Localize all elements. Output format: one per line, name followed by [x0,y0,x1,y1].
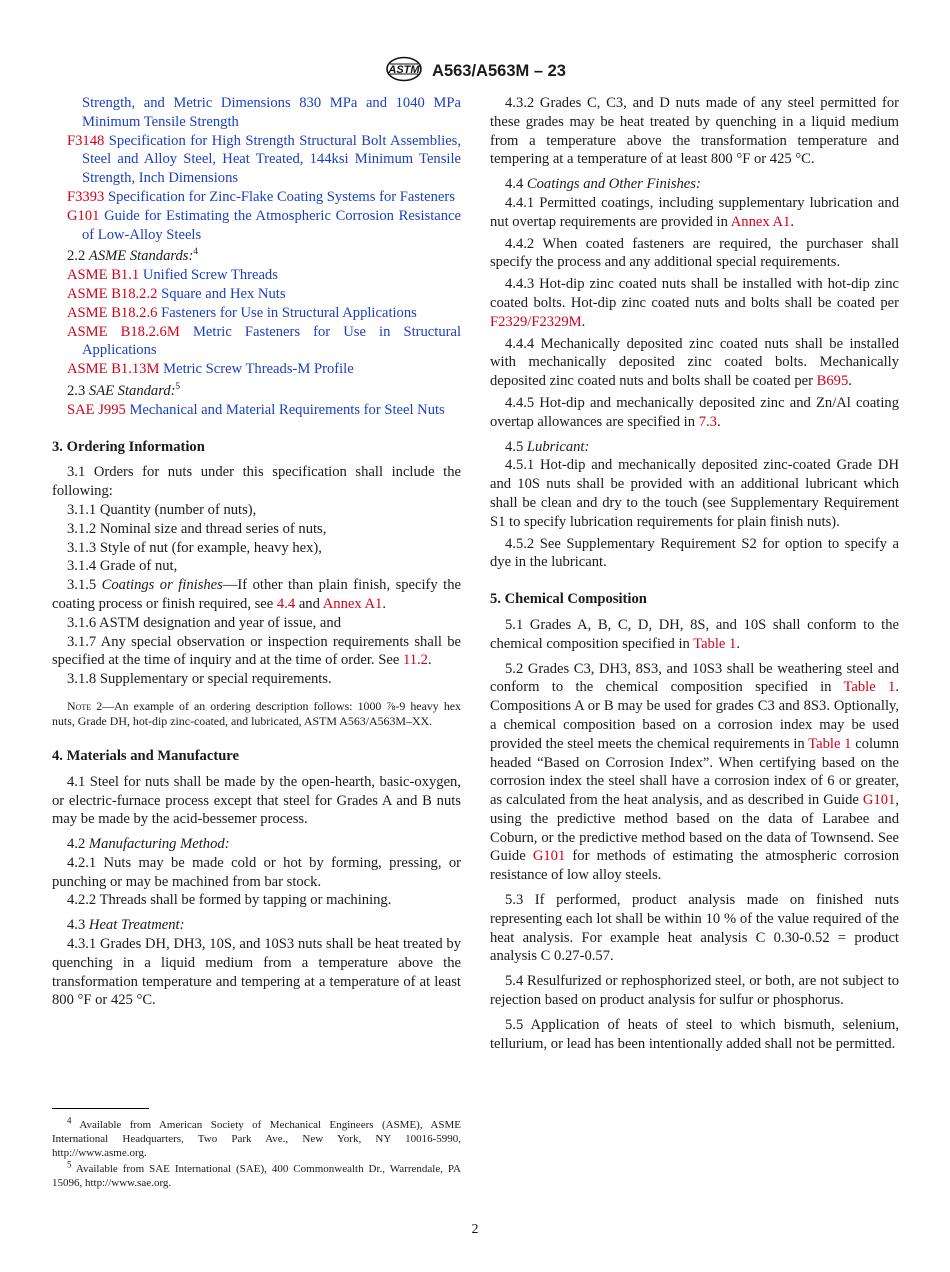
paragraph: 4.2.2 Threads shall be formed by tapping or machining. [67,892,392,909]
section-heading: 4. Materials and Manufacture [52,747,239,764]
cross-reference-link[interactable]: Annex A1 [730,213,791,230]
list-item: 3.1.3 Style of nut (for example, heavy hex), [67,539,322,556]
reference-title[interactable]: Metric Screw Threads-M Profile [163,361,354,378]
reference-item [52,132,461,188]
footnote-divider [52,1108,149,1109]
list-item: 3.1.7 Any special observation or inspection requirements shall be specified at the time of inquiry and at the time of order. See 11.2. [52,633,461,669]
reference-code[interactable]: ASME B1.1 [67,267,140,284]
cross-reference-link[interactable]: B695 [816,373,849,390]
footnote: $^5$ Available from SAE International (SAE), 400 Commonwealth Dr., Warrendale, PA 15096, http://www.sae.org. [52,1159,461,1190]
section-heading: 3. Ordering Information [52,438,205,455]
reference-title[interactable]: Specification for High Strength Structural Bolt Assemblies, Steel and Alloy Steel, Heat Treated, 144ksi Minimum Tensile Strength, Inch Dimensions [82,132,461,187]
reference-item [52,323,461,361]
paragraph: 5.1 Grades A, B, C, D, DH, 8S, and 10S shall conform to the chemical composition specified in Table 1. [490,616,899,652]
reference-title[interactable]: Specification for Zinc-Flake Coating Systems for Fasteners [107,188,455,205]
subsection-heading: 4.3 Heat Treatment: [67,917,185,934]
subsection-heading: 4.4 Coatings and Other Finishes: [505,176,701,193]
reference-title[interactable]: Guide for Estimating the Atmospheric Corrosion Resistance of Low-Alloy Steels [82,207,461,243]
page-header [0,56,950,82]
document-designation: A563/A563M – 23 [432,62,566,80]
reference-code[interactable]: F3393 [67,188,105,205]
cross-reference-link[interactable]: Annex A1 [322,595,383,612]
reference-title[interactable]: Metric Fasteners for Use in Structural Applications [82,323,462,359]
reference-code[interactable]: ASME B18.2.2 [67,285,158,302]
cross-reference-link[interactable]: G101 [532,848,566,865]
svg-text:ASTM: ASTM [388,64,420,76]
subsection-heading: 2.3 SAE Standard:$^5$ [67,381,181,399]
paragraph: 4.3.2 Grades C, C3, and D nuts made of any steel permitted for these grades may be heat treated by quenching in a liquid medium from a temperature above the transformation temperature and tempering at a temperature of at least 800 °F or 425 °C. [490,95,899,168]
reference-continuation [52,94,461,132]
paragraph: 4.4.1 Permitted coatings, including supplementary lubrication and nut overtap requirements are provided in Annex A1. [490,194,899,230]
paragraph: 4.2.1 Nuts may be made cold or hot by forming, pressing, or punching or may be machined from bar stock. [52,854,461,890]
reference-title[interactable]: Square and Hex Nuts [161,285,286,302]
reference-title[interactable]: Mechanical and Material Requirements for Steel Nuts [129,401,445,418]
cross-reference-link[interactable]: 7.3 [698,413,717,430]
cross-reference-link[interactable]: 11.2 [402,652,428,669]
paragraph: 4.4.5 Hot-dip and mechanically deposited zinc and Zn/Al coating overtap allowances are specified in 7.3. [490,394,899,430]
cross-reference-link[interactable]: F2329/F2329M [490,313,582,330]
paragraph: 4.5.2 See Supplementary Requirement S2 for option to specify a dye in the lubricant. [490,535,899,571]
cross-reference-link[interactable]: G101 [862,792,896,809]
reference-code[interactable]: ASME B18.2.6 [67,304,158,321]
reference-item [52,360,461,379]
left-column [52,94,461,1010]
reference-code[interactable]: ASME B1.13M [67,361,160,378]
page-number: 2 [471,1222,479,1237]
footnote: $^4$ Available from American Society of Mechanical Engineers (ASME), ASME International Headquarters, Two Park Ave., New York, NY 10016-5990, http://www.asme.org. [52,1115,461,1160]
subsection-heading: 4.5 Lubricant: [505,438,590,455]
list-item: 3.1.8 Supplementary or special requirements. [67,671,332,688]
paragraph: 3.1 Orders for nuts under this specification shall include the following: [52,464,461,500]
reference-item [52,285,461,304]
reference-code[interactable]: G101 [67,207,100,224]
reference-title[interactable]: Unified Screw Threads [142,267,278,284]
reference-code[interactable]: SAE J995 [67,401,126,418]
paragraph: 4.5.1 Hot-dip and mechanically deposited zinc-coated Grade DH and 10S nuts shall be provided with an additional lubricant which shall be clean and dry to the touch (see Supplementary Requirement S1 to specify lubrication requirements for plain finish nuts). [490,457,899,530]
reference-code[interactable]: F3148 [67,132,105,149]
list-item: 3.1.6 ASTM designation and year of issue, and [67,614,341,631]
subsection-heading: 2.2 ASME Standards:$^4$ [67,246,198,265]
right-column [490,94,899,1053]
section-heading: 5. Chemical Composition [490,591,647,608]
reference-item [52,266,461,285]
reference-item [52,207,461,245]
note: Note 2—An example of an ordering description follows: 1000 ⅞-9 heavy hex nuts, Grade DH, hot-dip zinc-coated, and lubricated, ASTM A563/A563M–XX. [52,698,461,728]
reference-code[interactable]: ASME B18.2.6M [67,323,180,340]
paragraph: 4.4.2 When coated fasteners are required, the purchaser shall specify the process and any additional special requirements. [490,235,899,271]
paragraph: 4.3.1 Grades DH, DH3, 10S, and 10S3 nuts shall be heat treated by quenching in a liquid medium from a temperature above the transformation temperature and tempering at a temperature of at least 800 °F or 425 °C. [52,936,461,1009]
paragraph: 5.2 Grades C3, DH3, 8S3, and 10S3 shall be weathering steel and conform to the chemical composition specified in Table 1. Compositions A or B may be used for grades C3 and 8S3. Optionally, a chemical composition based on a corrosion index may be used provided the steel meets the chemical requirements in Table 1 column headed “Based on Corrosion Index”. When certifying based on the corrosion index the steel shall have a corrosion index of 6 or greater, as calculated from the heat analysis, and as described in Guide G101, using the predictive method based on the data of Larabee and Coburn, or the predictive method based on the data of Townsend. See Guide G101 for methods of estimating the atmospheric corrosion resistance of low alloy steels. [490,660,899,884]
cross-reference-link[interactable]: 4.4 [276,595,296,612]
paragraph: 5.4 Resulfurized or rephosphorized steel, or both, are not subject to rejection based on product analysis for sulfur or phosphorus. [490,973,899,1009]
list-item: 3.1.2 Nominal size and thread series of nuts, [67,520,327,537]
reference-item [52,304,461,323]
list-item: 3.1.5 Coatings or finishes—If other than plain finish, specify the coating process or finish required, see 4.4 and Annex A1. [52,577,461,612]
list-item: 3.1.4 Grade of nut, [67,558,178,575]
paragraph: 5.3 If performed, product analysis made on finished nuts representing each lot shall be within 10 % of the value required of the heat analysis. For example heat analysis C 0.30-0.52 = product analysis C 0.27-0.57. [490,892,899,965]
cross-reference-link[interactable]: Table 1 [808,735,852,752]
paragraph: 4.4.3 Hot-dip zinc coated nuts shall be installed with hot-dip zinc coated bolts. Hot-dip zinc coated nuts and bolts shall be coated per F2329/F2329M. [490,276,899,330]
astm-logo-icon [384,56,424,87]
paragraph: 5.5 Application of heats of steel to which bismuth, selenium, tellurium, or lead has been intentionally added shall not be permitted. [490,1016,899,1052]
reference-title[interactable]: Fasteners for Use in Structural Applications [161,304,417,321]
reference-title[interactable]: Strength, and Metric Dimensions 830 MPa and 1040 MPa Minimum Tensile Strength [82,95,461,130]
paragraph: 4.4.4 Mechanically deposited zinc coated nuts shall be installed with mechanically deposited zinc coated bolts. Mechanically deposited zinc coated nuts and bolts shall be coated per B695. [490,335,899,390]
cross-reference-link[interactable]: Table 1 [693,635,737,652]
subsection-heading: 4.2 Manufacturing Method: [67,836,230,853]
paragraph: 4.1 Steel for nuts shall be made by the open-hearth, basic-oxygen, or electric-furnace process except that steel for Grades A and B nuts may be made by the acid-bessemer process. [52,773,461,828]
reference-item [52,188,461,207]
reference-item [52,401,461,420]
list-item: 3.1.1 Quantity (number of nuts), [67,501,257,518]
cross-reference-link[interactable]: Table 1 [843,679,896,696]
